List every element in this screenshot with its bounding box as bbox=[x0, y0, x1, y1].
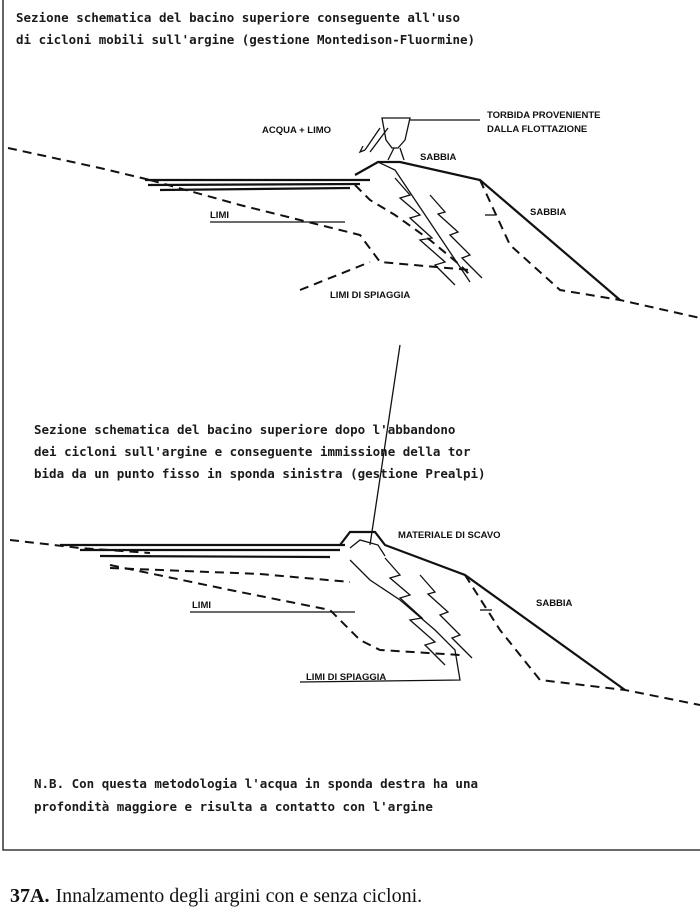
caption-text: Innalzamento degli argini con e senza cicloni. bbox=[55, 885, 423, 907]
top-title-line1: Sezione schematica del bacino superiore conseguente all'uso bbox=[16, 10, 461, 25]
label-torbida-1: TORBIDA PROVENIENTE bbox=[487, 110, 601, 121]
cyclone-icon bbox=[382, 118, 410, 148]
bottom-beach-silt-outline bbox=[300, 560, 460, 682]
label-limi-top: LIMI bbox=[210, 210, 229, 221]
top-ground-left bbox=[8, 148, 150, 180]
bottom-silt-boundary bbox=[110, 565, 460, 655]
bottom-title-line1: Sezione schematica del bacino superiore dopo l'abbandono bbox=[34, 422, 456, 437]
label-torbida-2: DALLA FLOTTAZIONE bbox=[487, 124, 588, 135]
water-silt-pipe bbox=[365, 128, 388, 152]
label-limi-spiaggia-top: LIMI DI SPIAGGIA bbox=[330, 290, 411, 301]
bottom-title-line2: dei cicloni sull'argine e conseguente immissione della tor bbox=[34, 444, 471, 459]
bottom-title-line3: bida da un punto fisso in sponda sinistra (gestione Prealpi) bbox=[34, 466, 486, 481]
bottom-ground-right bbox=[465, 575, 700, 705]
top-silt-boundary bbox=[150, 180, 470, 270]
top-beach-silt-boundary bbox=[300, 262, 370, 290]
bottom-water-surface bbox=[60, 545, 345, 557]
bottom-embankment-outer bbox=[340, 532, 625, 690]
caption-number: 37A. bbox=[10, 885, 50, 907]
bottom-excavation-material bbox=[350, 540, 385, 556]
top-water-surface bbox=[145, 180, 370, 190]
label-sabbia-right: SABBIA bbox=[530, 207, 567, 218]
label-acqua-limo: ACQUA + LIMO bbox=[262, 125, 332, 136]
top-title-line2: di cicloni mobili sull'argine (gestione Montedison-Fluormine) bbox=[16, 32, 476, 47]
top-inner-core bbox=[355, 185, 470, 275]
label-limi-spiaggia-bottom: LIMI DI SPIAGGIA bbox=[306, 672, 387, 683]
note-line2: profondità maggiore e risulta a contatto con l'argine bbox=[34, 799, 433, 814]
label-sabbia-bottom: SABBIA bbox=[536, 598, 573, 609]
label-materiale-scavo: MATERIALE DI SCAVO bbox=[398, 530, 501, 541]
label-sabbia-top: SABBIA bbox=[420, 152, 457, 163]
top-cross-section bbox=[8, 118, 700, 318]
bottom-cross-section bbox=[10, 345, 700, 705]
bottom-raised-steps bbox=[385, 558, 472, 665]
note-line1: N.B. Con questa metodologia l'acqua in sponda destra ha una bbox=[34, 776, 479, 791]
top-ground-right bbox=[480, 180, 700, 318]
figure-caption bbox=[10, 885, 422, 908]
cyclone-spray bbox=[388, 148, 404, 160]
top-raised-steps bbox=[395, 178, 482, 285]
bottom-silt-layer bbox=[110, 568, 350, 582]
pipe-arrow bbox=[360, 146, 365, 152]
top-embankment-outer bbox=[355, 162, 620, 300]
label-limi-bottom: LIMI bbox=[192, 600, 211, 611]
